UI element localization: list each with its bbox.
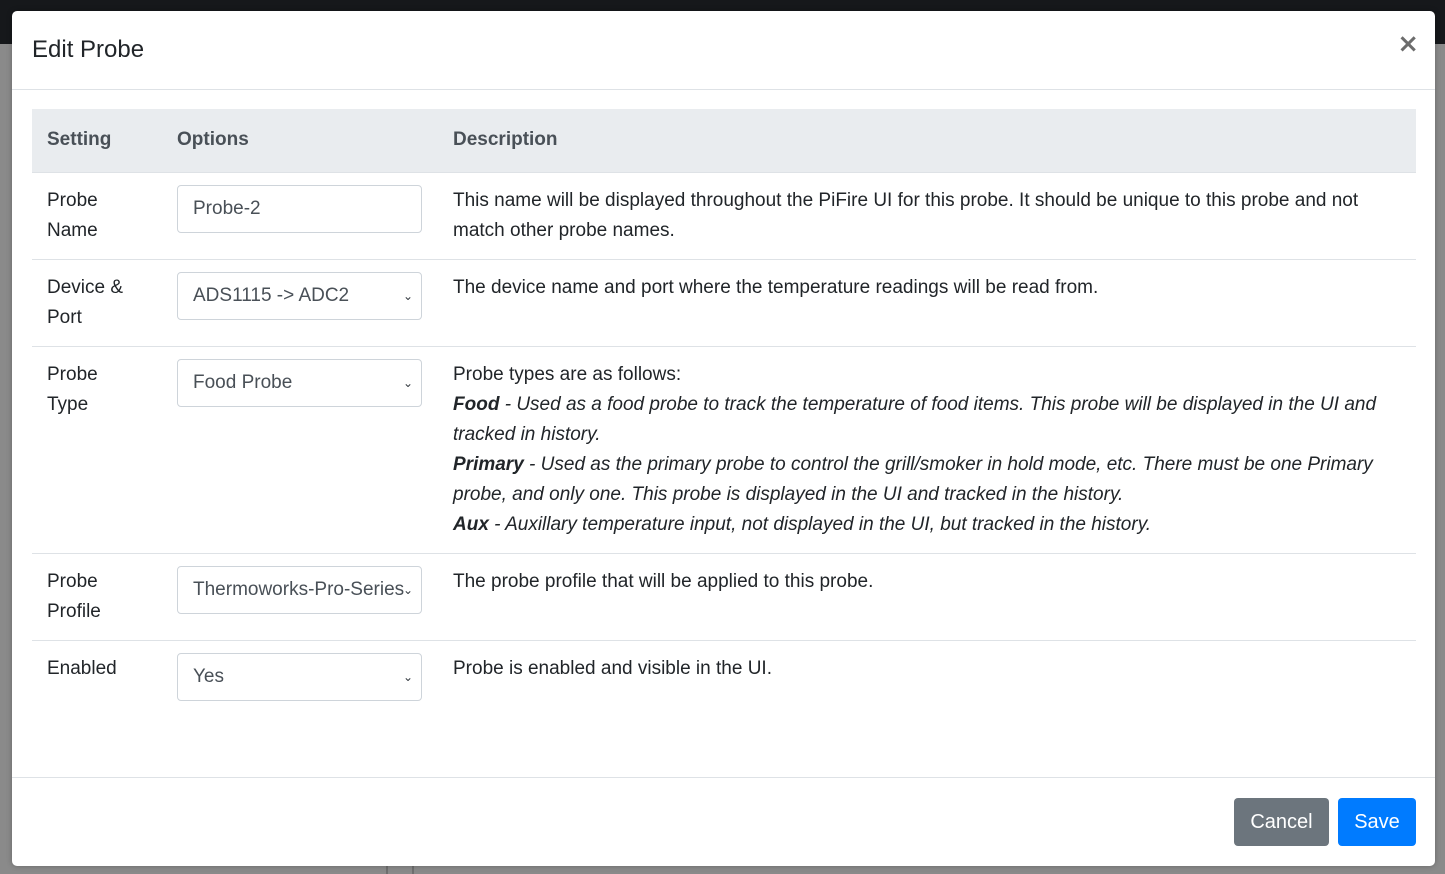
label-line: Type xyxy=(47,393,89,415)
select-value: Food Probe xyxy=(193,371,293,393)
description-probe-type xyxy=(438,346,1416,553)
options-cell xyxy=(162,259,438,346)
close-icon[interactable]: × xyxy=(1397,29,1419,59)
type-aux-term: Aux xyxy=(453,513,489,535)
probe-settings-table xyxy=(32,109,1416,714)
cancel-button[interactable]: Cancel xyxy=(1234,798,1329,846)
chevron-down-icon: ⌄ xyxy=(402,288,413,303)
description-enabled: Probe is enabled and visible in the UI. xyxy=(438,640,1416,714)
type-primary xyxy=(453,454,1373,505)
probe-type-select[interactable] xyxy=(177,359,422,407)
device-port-select[interactable] xyxy=(177,272,422,320)
modal-footer xyxy=(12,777,1435,866)
label-line: Name xyxy=(47,219,98,241)
type-primary-term: Primary xyxy=(453,453,524,475)
enabled-select[interactable] xyxy=(177,653,422,701)
table-row-enabled xyxy=(32,640,1416,714)
header-description: Description xyxy=(438,109,1416,172)
chevron-down-icon: ⌄ xyxy=(402,582,413,597)
header-setting: Setting xyxy=(32,109,162,172)
description-probe-name: This name will be displayed throughout the PiFire UI for this probe. It should be unique to this probe and not match other probe names. xyxy=(438,172,1416,259)
type-primary-desc: - Used as the primary probe to control the grill/smoker in hold mode, etc. There must be one Primary probe, and only one. This probe is displayed in the UI and tracked in the history. xyxy=(453,453,1373,505)
setting-label-device-port xyxy=(32,259,162,346)
options-cell xyxy=(162,346,438,553)
options-cell xyxy=(162,172,438,259)
type-aux-desc: - Auxillary temperature input, not displayed in the UI, but tracked in the history. xyxy=(488,513,1152,535)
probe-name-input[interactable] xyxy=(177,185,422,233)
probe-profile-select[interactable] xyxy=(177,566,422,614)
select-value: Thermoworks-Pro-Series xyxy=(193,578,405,600)
select-value: ADS1115 -> ADC2 xyxy=(193,284,350,306)
label-line: Probe xyxy=(47,189,98,211)
select-value: Yes xyxy=(193,665,224,687)
save-button[interactable]: Save xyxy=(1338,798,1416,846)
setting-label-probe-type xyxy=(32,346,162,553)
label-line: Probe xyxy=(47,570,98,592)
label-line: Probe xyxy=(47,363,98,385)
type-aux xyxy=(453,514,1151,535)
table-row-device-port xyxy=(32,259,1416,346)
type-food-desc: - Used as a food probe to track the temperature of food items. This probe will be displayed in the UI and tracked in history. xyxy=(453,393,1377,445)
type-food xyxy=(453,394,1376,445)
table-row-probe-profile xyxy=(32,553,1416,640)
description-device-port: The device name and port where the temperature readings will be read from. xyxy=(438,259,1416,346)
chevron-down-icon: ⌄ xyxy=(402,669,413,684)
modal-title: Edit Probe xyxy=(32,36,145,63)
options-cell xyxy=(162,553,438,640)
options-cell xyxy=(162,640,438,714)
edit-probe-modal xyxy=(12,11,1435,866)
header-options: Options xyxy=(162,109,438,172)
label-line: Port xyxy=(47,306,82,328)
modal-header xyxy=(12,11,1435,90)
setting-label-enabled: Enabled xyxy=(32,640,162,714)
setting-label-probe-name xyxy=(32,172,162,259)
table-header-row xyxy=(32,109,1416,172)
type-food-term: Food xyxy=(453,393,500,415)
type-intro: Probe types are as follows: xyxy=(453,363,682,385)
description-probe-profile: The probe profile that will be applied to this probe. xyxy=(438,553,1416,640)
chevron-down-icon: ⌄ xyxy=(402,375,413,390)
table-row-probe-type xyxy=(32,346,1416,553)
table-row-probe-name xyxy=(32,172,1416,259)
label-line: Profile xyxy=(47,600,101,622)
setting-label-probe-profile xyxy=(32,553,162,640)
modal-body xyxy=(12,90,1435,777)
label-line: Device & xyxy=(47,276,124,298)
